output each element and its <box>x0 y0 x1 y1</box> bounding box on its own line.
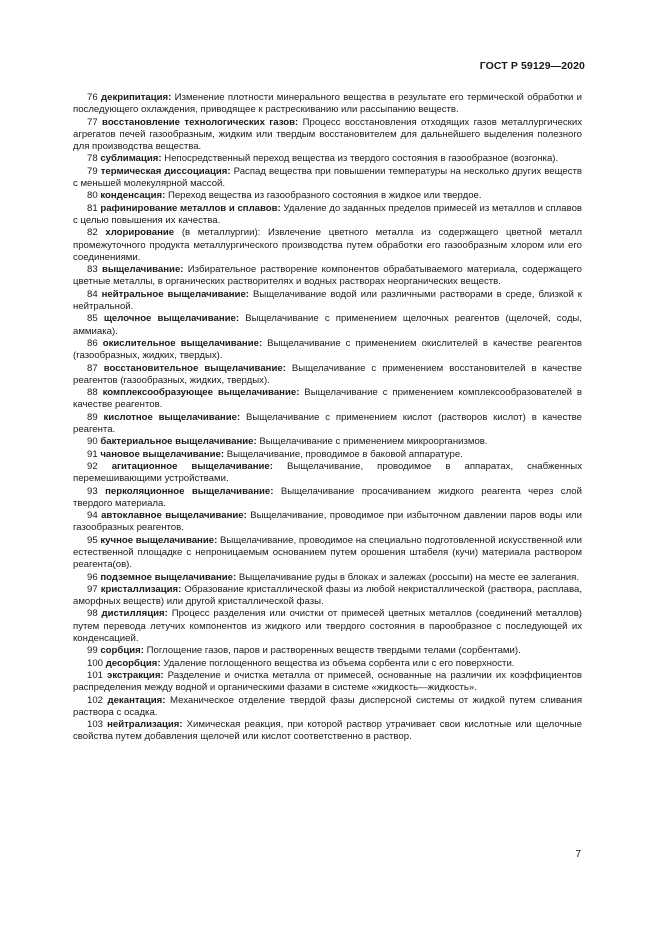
term-entry <box>73 608 582 645</box>
term-entry <box>73 584 582 609</box>
term-definition: Выщелачивание, проводимое при избыточном давлении паров воды или газообразных реагентов. <box>73 510 583 534</box>
term-number: 84 <box>87 288 98 300</box>
term-entry <box>73 461 582 486</box>
term-definition: Выщелачивание с применением восстановителей в качестве реагентов (газообразных, жидких, твердых). <box>73 362 582 386</box>
term-title: конденсация: <box>100 190 166 202</box>
term-number: 97 <box>87 583 98 595</box>
term-number: 78 <box>87 153 98 165</box>
term-definition: Выщелачивание, проводимое в аппаратах, снабженных перемешивающими устройствами. <box>73 460 582 485</box>
term-title: сублимация: <box>100 153 162 165</box>
term-definition: Распад вещества при повышении температуры на несколько других веществ с меньшей молекулярной массой. <box>73 165 582 190</box>
term-number: 94 <box>87 510 98 522</box>
term-entry <box>73 535 582 572</box>
term-number: 83 <box>87 264 98 276</box>
term-definition: Выщелачивание с применением комплексообразователей в качестве реагентов. <box>73 387 582 411</box>
term-number: 101 <box>87 669 104 681</box>
term-title: окислительное выщелачивание: <box>102 337 263 349</box>
term-title: агитационное выщелачивание: <box>111 460 273 472</box>
term-title: десорбция: <box>105 657 161 669</box>
term-title: восстановление технологических газов: <box>102 116 299 128</box>
term-entry <box>73 313 582 338</box>
term-number: 87 <box>87 362 98 374</box>
standard-header: ГОСТ Р 59129—2020 <box>479 60 585 72</box>
term-number: 79 <box>87 165 98 177</box>
term-definition: Поглощение газов, паров и растворенных веществ твердыми телами (сорбентами). <box>146 645 521 657</box>
term-number: 102 <box>87 694 104 706</box>
term-title: подземное выщелачивание: <box>100 571 237 583</box>
term-definition: Выщелачивание с применением щелочных реагентов (щелочей, соды, аммиака). <box>73 313 582 337</box>
term-number: 80 <box>87 190 98 202</box>
term-definition: Изменение плотности минерального вещества в результате его термической обработки и последующего охлаждения, приводящее к растрескиванию или рассыпанию веществ. <box>73 92 582 116</box>
term-title: автоклавное выщелачивание: <box>101 510 247 522</box>
term-definition: Процесс восстановления отходящих газов металлургических агрегатов печей газообразным, жидким или твердым восстановителем для дальнейшего выделения полезного для производства вещества. <box>73 116 582 153</box>
term-title: нейтральное выщелачивание: <box>101 288 249 300</box>
term-number: 100 <box>87 657 104 669</box>
term-entry <box>73 436 582 448</box>
term-definition: Выщелачивание, проводимое в баковой аппаратуре. <box>226 448 463 460</box>
term-definition: Разделение и очистка металла от примесей, основанные на различии их коэффициентов распределения между водной и органическими фазами в системе «жидкость—жидкость». <box>73 669 582 694</box>
term-title: выщелачивание: <box>101 264 184 276</box>
term-definition: Выщелачивание водой или различными растворами в среде, близкой к нейтральной. <box>73 288 582 313</box>
term-title: бактериальное выщелачивание: <box>100 436 257 448</box>
term-definition: Удаление до заданных пределов примесей из металлов и сплавов с целью повышения их качества. <box>73 202 582 226</box>
term-entry <box>73 719 582 744</box>
term-title: щелочное выщелачивание: <box>103 313 240 325</box>
term-definition: Непосредственный переход вещества из твердого состояния в газообразное (возгонка). <box>164 153 559 165</box>
term-definition: Образование кристаллической фазы из любой некристаллической (раствора, расплава, аморфных веществ) или другой кристаллической фазы. <box>73 583 583 608</box>
term-title: рафинирование металлов и сплавов: <box>100 202 281 214</box>
term-entry <box>73 695 582 720</box>
term-number: 86 <box>87 337 98 349</box>
terms-list <box>73 92 582 744</box>
term-number: 98 <box>87 608 98 620</box>
term-definition: Удаление поглощенного вещества из объема сорбента или с его поверхности. <box>163 657 515 669</box>
term-title: комплексообразующее выщелачивание: <box>102 387 300 399</box>
term-number: 96 <box>87 571 98 583</box>
term-number: 88 <box>87 387 98 399</box>
term-number: 99 <box>87 645 98 657</box>
term-number: 77 <box>87 116 98 128</box>
term-title: хлорирование <box>105 227 175 239</box>
term-entry <box>73 289 582 314</box>
term-number: 82 <box>87 227 98 239</box>
term-entry <box>73 449 582 461</box>
term-title: восстановительное выщелачивание: <box>103 362 286 374</box>
term-entry <box>73 264 582 289</box>
term-title: декантация: <box>107 694 166 706</box>
term-definition: Выщелачивание просачиванием жидкого реагента через слой твердого материала. <box>73 485 582 509</box>
term-definition: Выщелачивание руды в блоках и залежах (россыпи) на месте ее залегания. <box>238 571 580 583</box>
term-entry <box>73 190 582 202</box>
term-entry <box>73 227 582 264</box>
term-entry <box>73 510 582 535</box>
term-title: сорбция: <box>100 645 144 657</box>
term-title: нейтрализация: <box>107 719 183 731</box>
term-entry <box>73 363 582 388</box>
term-definition: Выщелачивание, проводимое на специально подготовленной искусственной или естественной площадке с непроницаемым основанием путем орошения штабеля (кучи) материала раствором реагента(ов). <box>73 534 583 571</box>
term-definition: (в металлургии): Извлечение цветного металла из содержащего цветной металл промежуточного продукта металлургического производства путем обработки его газообразным хлором или его соединениями. <box>73 227 582 263</box>
term-entry <box>73 486 582 511</box>
term-entry <box>73 117 582 154</box>
term-definition: Химическая реакция, при которой раствор утрачивает свои кислотные или щелочные свойства путем добавления щелочей или кислот соответственно в раствор. <box>73 719 582 743</box>
term-number: 103 <box>87 719 104 731</box>
term-title: декрипитация: <box>101 92 172 103</box>
term-title: термическая диссоциация: <box>100 165 231 177</box>
term-number: 90 <box>87 436 98 448</box>
term-entry <box>73 153 582 165</box>
term-number: 89 <box>87 411 98 423</box>
term-title: кислотное выщелачивание: <box>103 411 241 423</box>
term-entry <box>73 166 582 191</box>
term-number: 85 <box>87 313 98 325</box>
term-definition: Процесс разделения или очистки от примесей цветных металлов (соединений металлов) путем перевода летучих компонентов из жидкого или твердого состояния в парообразное с последующей их конденсацией. <box>73 608 582 645</box>
term-definition: Избирательное растворение компонентов обрабатываемого материала, содержащего цветные металлы, в органических растворителях и водных растворах неорганических веществ. <box>73 264 583 288</box>
term-definition: Механическое отделение твердой фазы дисперсной системы от жидкой путем сливания раствора с осадка. <box>73 694 583 718</box>
term-definition: Выщелачивание с применением микроорганизмов. <box>259 436 488 448</box>
term-entry <box>73 670 582 695</box>
term-entry <box>73 338 582 363</box>
term-number: 93 <box>87 485 98 497</box>
term-entry <box>73 203 582 228</box>
term-entry <box>73 387 582 412</box>
term-definition: Переход вещества из газообразного состояния в жидкое или твердое. <box>167 190 482 202</box>
term-entry <box>73 92 582 117</box>
term-title: дистилляция: <box>101 608 168 620</box>
term-entry <box>73 572 582 584</box>
term-entry <box>73 645 582 657</box>
term-number: 76 <box>87 92 98 103</box>
term-number: 91 <box>87 448 98 460</box>
page-number: 7 <box>575 849 581 860</box>
term-title: кучное выщелачивание: <box>100 534 218 546</box>
term-number: 95 <box>87 534 98 546</box>
term-definition: Выщелачивание с применением окислителей в качестве реагентов (газообразных, жидких, твердых). <box>73 337 582 362</box>
term-title: чановое выщелачивание: <box>100 448 225 460</box>
term-entry <box>73 658 582 670</box>
term-title: кристаллизация: <box>100 583 182 595</box>
term-number: 81 <box>87 202 98 214</box>
term-definition: Выщелачивание с применением кислот (растворов кислот) в качестве реагента. <box>73 411 582 436</box>
term-title: экстракция: <box>107 669 164 681</box>
term-entry <box>73 412 582 437</box>
term-title: перколяционное выщелачивание: <box>105 485 274 497</box>
term-number: 92 <box>87 460 98 472</box>
